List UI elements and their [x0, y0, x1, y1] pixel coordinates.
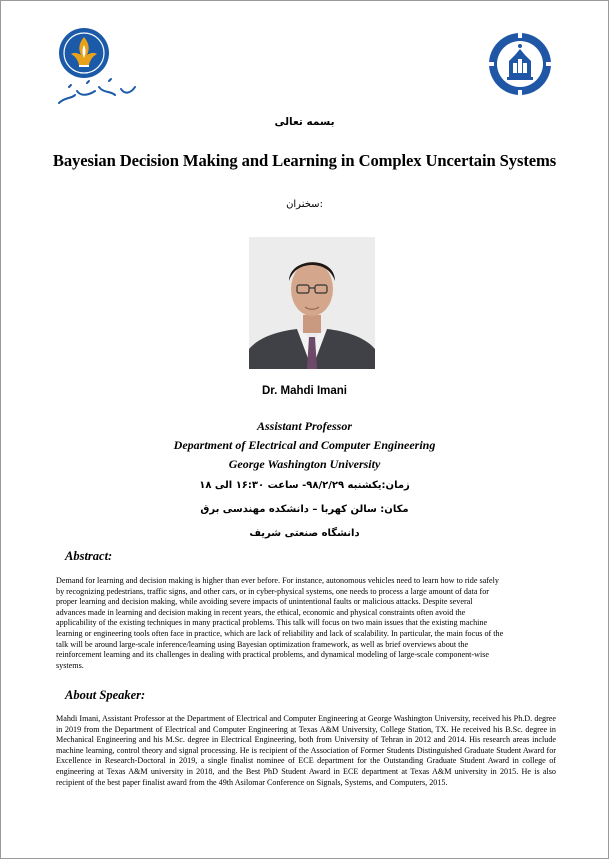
abstract-line: systems.: [56, 660, 84, 670]
about-speaker-body: Mahdi Imani, Assistant Professor at the Department of Electrical and Computer Engineering at George Washington University, received his Ph.D. degree in 2019 from the Department of Electrical and Computer Engineering at Texas A&M University, College Station, TX. He received his B.Sc. degree in Mechanical Engineering and his M.Sc. degree in Electrical Engineering, both from University of Tehran in 2012 and 2014. His research areas include machine learning, control theory and signal processing. He is recipient of the Association of Former Students Distinguished Graduate Student Award for Excellence in Research-Doctoral in 2019, a single finalist nominee of ECE department for the Outstanding Graduate Student Award in college of engineering at Texas A&M university in 2018, and the Best PhD Student Award in ECE department at Texas A&M university in 2015. He is also recipient of the best paper finalist award from the 49th Asilomar Conference on Signals, Systems, and Computers, 2015.: [56, 714, 556, 787]
elites-foundation-logo: [51, 25, 141, 115]
abstract-line: by recognizing pedestrians, traffic signs, and other cars, or in cyber-physical systems, one needs to process a large amount of data for: [56, 586, 489, 596]
abstract-line: learning or engineering tools often face in practice, which are lack of reliability and lack of scalability. In particular, the main focus of the: [56, 628, 504, 638]
sharif-university-logo: [487, 31, 553, 97]
event-university: دانشگاه صنعتی شریف: [249, 528, 360, 539]
abstract-line: proper learning and decision making, while avoiding severe impacts of unintentional faults or malicious attacks. Despite several: [56, 597, 473, 607]
event-time: زمان:یکشنبه ۹۸/۲/۲۹- ساعت ۱۶:۳۰ الی ۱۸: [199, 480, 410, 491]
talk-title: Bayesian Decision Making and Learning in Complex Uncertain Systems: [52, 151, 557, 170]
about-speaker-heading: About Speaker:: [65, 688, 146, 702]
abstract-line: talk will be around large-scale inference/learning using Bayesian optimization framework, as well as brief overviews about the: [56, 639, 469, 649]
abstract-line: advances made in learning and decision making in recent years, the ethical, economic and physical constraints often avoid the: [56, 607, 466, 617]
speaker-label: سخنران:: [286, 199, 323, 210]
basmala-heading: بسمه تعالی: [274, 116, 335, 128]
abstract-line: applicability of the existing techniques in many practical problems. This talk will focus on two main issues that the existing machine: [56, 618, 488, 628]
speaker-department: Department of Electrical and Computer Engineering: [173, 438, 436, 452]
abstract-line: reinforcement learning and its challenges in dealing with practical problems, and dynamical modeling of large-scale component-wise: [56, 650, 490, 660]
abstract-body: [56, 576, 556, 671]
speaker-photo: [249, 237, 375, 369]
speaker-position: Assistant Professor: [256, 419, 353, 433]
abstract-heading: Abstract:: [65, 549, 113, 563]
speaker-name: Dr. Mahdi Imani: [262, 385, 347, 397]
event-place: مکان: سالن کهربا – دانشکده مهندسی برق: [200, 504, 409, 515]
abstract-line: Demand for learning and decision making is higher than ever before. For instance, autonomous vehicles need to learn how to ride safely: [56, 576, 499, 585]
speaker-university: George Washington University: [228, 457, 381, 471]
